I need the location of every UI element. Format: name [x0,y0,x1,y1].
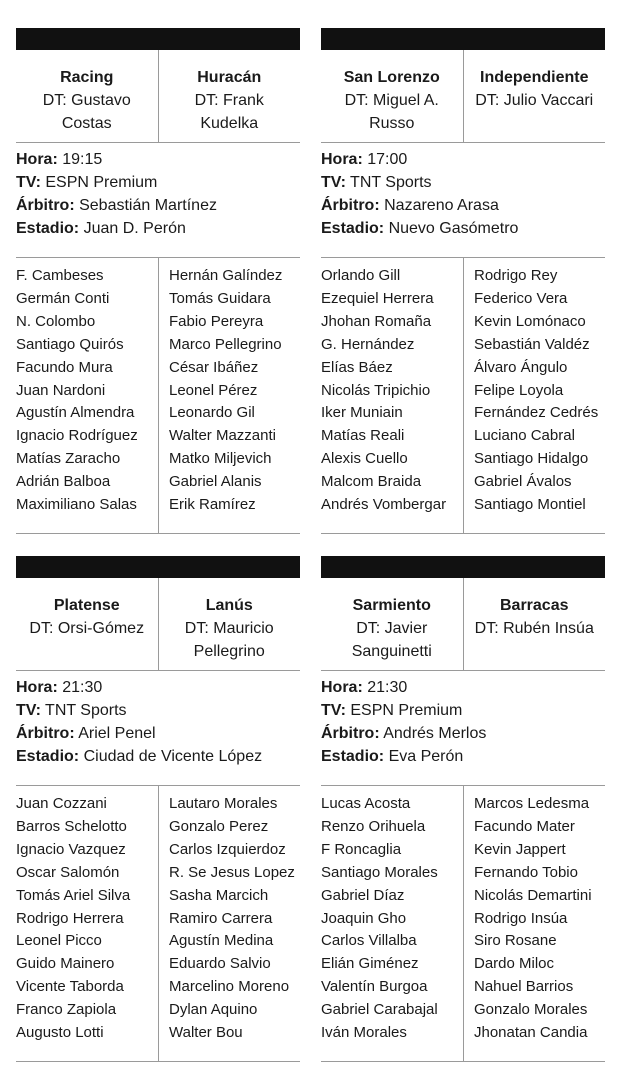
player-name: Álvaro Ángulo [474,358,568,376]
teams-row [16,50,300,143]
home-lineup [16,258,159,533]
player-name: Marcos Ledesma [474,795,590,812]
player-name: Santiago Montiel [474,496,586,514]
player-name: Gabriel Ávalos [474,473,572,491]
player-name: Santiago Morales [321,863,438,881]
away-lineup [159,786,300,1061]
lineups [321,786,605,1062]
player-name: Matko Miljevich [169,450,272,468]
player-name: Gabriel Díaz [321,886,405,904]
home-team-name: San Lorenzo [343,69,440,86]
home-team [321,578,464,670]
player-name: Guido Mainero [16,955,115,973]
teams-row [321,578,605,671]
teams-row [321,50,605,143]
match-time: Hora: 19:15 [16,151,103,168]
player-name: Oscar Salomón [16,863,120,881]
player-name: Ezequiel Herrera [321,289,434,307]
match-time-value: 21:30 [367,679,408,696]
player-name: Rodrigo Rey [474,267,558,284]
match-stadium: Estadio: Juan D. Perón [16,220,186,237]
away-team [159,578,301,670]
home-team [321,50,464,142]
player-name: Franco Zapiola [16,1001,117,1019]
match-card [16,28,300,534]
player-name: Facundo Mater [474,817,575,835]
player-name: Santiago Hidalgo [474,450,589,468]
player-name: F. Cambeses [16,267,104,284]
match-info [321,143,605,258]
player-name: Elián Giménez [321,955,419,973]
player-name: Augusto Lotti [16,1024,104,1042]
player-name: Walter Mazzanti [169,427,276,445]
match-tv: TV: ESPN Premium [321,702,463,719]
player-name: R. Se Jesus Lopez [169,863,295,881]
away-coach: DT: Rubén Insúa [474,620,594,637]
player-name: Gabriel Carabajal [321,1001,438,1019]
match-tv-value: TNT Sports [350,174,432,191]
player-name: Sasha Marcich [169,886,269,904]
match-time: Hora: 21:30 [16,679,103,696]
player-name: Dylan Aquino [169,1001,258,1019]
player-name: Leonardo Gil [169,404,255,422]
match-tv: TV: TNT Sports [321,174,432,191]
match-stadium-value: Nuevo Gasómetro [388,220,519,237]
home-team-name: Platense [53,597,120,614]
lineups [321,258,605,534]
player-name: Carlos Villalba [321,932,417,950]
player-name: Andrés Vombergar [321,496,447,514]
player-name: Eduardo Salvio [169,955,271,973]
player-name: Siro Rosane [474,932,557,950]
match-time-value: 19:15 [62,151,103,168]
match-stadium-value: Ciudad de Vicente López [83,748,263,765]
player-name: Marcelino Moreno [169,978,290,996]
player-name: Agustín Almendra [16,404,135,422]
match-referee: Árbitro: Sebastián Martínez [16,197,217,214]
match-info [16,143,300,258]
home-lineup [16,786,159,1061]
home-coach: DT: Javier Sanguinetti [351,620,432,660]
player-name: Tomás Ariel Silva [16,886,131,904]
match-tv-value: ESPN Premium [350,702,463,719]
away-lineup [464,786,605,1061]
match-header-bar [16,556,300,578]
away-lineup [464,258,605,533]
match-stadium: Estadio: Eva Perón [321,748,464,765]
teams-row [16,578,300,671]
player-name: Elías Báez [321,358,393,376]
player-name: Iván Morales [321,1024,407,1042]
match-header-bar [321,556,605,578]
home-team-name: Racing [60,69,114,86]
match-tv-value: ESPN Premium [45,174,158,191]
match-info [16,671,300,786]
player-name: Luciano Cabral [474,427,575,445]
match-card [321,556,605,1062]
player-name: Agustín Medina [169,932,274,950]
away-coach: DT: Frank Kudelka [194,92,264,132]
player-name: Erik Ramírez [169,496,256,514]
player-name: Lautaro Morales [169,795,278,812]
player-name: Alexis Cuello [321,450,408,468]
home-team-name: Sarmiento [352,597,431,614]
player-name: Fernández Cedrés [474,404,599,422]
match-time: Hora: 17:00 [321,151,408,168]
home-lineup [321,786,464,1061]
match-info [321,671,605,786]
home-team [16,50,159,142]
away-coach: DT: Julio Vaccari [475,92,594,109]
match-header-bar [16,28,300,50]
player-name: Leonel Picco [16,932,102,950]
match-stadium-value: Eva Perón [388,748,464,765]
away-team [464,50,606,142]
match-referee-value: Ariel Penel [78,725,156,742]
player-name: Maximiliano Salas [16,496,137,514]
player-name: Joaquin Gho [321,909,407,927]
player-name: Gabriel Alanis [169,473,262,491]
player-name: F Roncaglia [321,840,402,858]
player-name: Iker Muniain [321,404,403,422]
home-lineup [321,258,464,533]
away-team-name: Lanús [205,597,253,614]
player-name: Orlando Gill [321,267,401,284]
match-referee: Árbitro: Nazareno Arasa [321,197,499,214]
lineups [16,258,300,534]
away-team-name: Huracán [197,69,262,86]
away-team [464,578,606,670]
away-coach: DT: Mauricio Pellegrino [184,620,274,660]
player-name: Kevin Jappert [474,840,566,858]
player-name: Malcom Braida [321,473,422,491]
player-name: Santiago Quirós [16,335,124,353]
player-name: G. Hernández [321,335,415,353]
player-name: Felipe Loyola [474,381,564,399]
player-name: Rodrigo Herrera [16,909,124,927]
player-name: Germán Conti [16,289,110,307]
player-name: Rodrigo Insúa [474,909,568,927]
player-name: Gonzalo Morales [474,1001,588,1019]
player-name: Kevin Lomónaco [474,312,586,330]
home-coach: DT: Orsi-Gómez [29,620,145,637]
match-stadium-value: Juan D. Perón [83,220,186,237]
player-name: Adrián Balboa [16,473,111,491]
match-time-value: 17:00 [367,151,408,168]
player-name: Fernando Tobio [474,863,578,881]
match-tv-value: TNT Sports [45,702,127,719]
player-name: Dardo Miloc [474,955,555,973]
match-stadium: Estadio: Ciudad de Vicente López [16,748,263,765]
player-name: Lucas Acosta [321,795,411,812]
player-name: Nicolás Tripichio [321,381,431,399]
player-name: Fabio Pereyra [169,312,264,330]
player-name: Ramiro Carrera [169,909,273,927]
player-name: Ignacio Rodríguez [16,427,138,445]
player-name: César Ibáñez [169,358,259,376]
away-lineup [159,258,300,533]
home-coach: DT: Miguel A. Russo [344,92,439,132]
player-name: Jhohan Romaña [321,312,432,330]
match-tv: TV: TNT Sports [16,702,127,719]
match-card [16,556,300,1062]
match-referee-value: Sebastián Martínez [79,197,217,214]
match-referee: Árbitro: Ariel Penel [16,725,156,742]
player-name: Jhonatan Candia [474,1024,588,1042]
match-header-bar [321,28,605,50]
away-team-name: Independiente [480,69,589,86]
player-name: Walter Bou [169,1024,243,1042]
player-name: Leonel Pérez [169,381,258,399]
player-name: Valentín Burgoa [321,978,428,996]
player-name: Federico Vera [474,289,568,307]
player-name: Matías Zaracho [16,450,121,468]
away-team [159,50,301,142]
player-name: Nahuel Barrios [474,978,574,996]
player-name: Hernán Galíndez [169,267,283,284]
home-team [16,578,159,670]
match-referee-value: Nazareno Arasa [384,197,499,214]
player-name: Barros Schelotto [16,817,127,835]
player-name: Matías Reali [321,427,405,445]
lineups [16,786,300,1062]
match-card [321,28,605,534]
match-time-value: 21:30 [62,679,103,696]
player-name: Tomás Guidara [169,289,271,307]
player-name: Facundo Mura [16,358,113,376]
player-name: N. Colombo [16,312,96,330]
player-name: Carlos Izquierdoz [169,840,286,858]
player-name: Juan Cozzani [16,795,107,812]
home-coach: DT: Gustavo Costas [42,92,131,132]
player-name: Nicolás Demartini [474,886,592,904]
match-referee: Árbitro: Andrés Merlos [321,725,487,742]
match-tv: TV: ESPN Premium [16,174,158,191]
away-team-name: Barracas [500,597,569,614]
player-name: Gonzalo Perez [169,817,269,835]
player-name: Sebastián Valdéz [474,335,590,353]
match-stadium: Estadio: Nuevo Gasómetro [321,220,519,237]
match-time: Hora: 21:30 [321,679,408,696]
player-name: Renzo Orihuela [321,817,426,835]
player-name: Marco Pellegrino [169,335,282,353]
player-name: Juan Nardoni [16,381,106,399]
player-name: Ignacio Vazquez [16,840,126,858]
match-referee-value: Andrés Merlos [383,725,487,742]
player-name: Vicente Taborda [16,978,124,996]
